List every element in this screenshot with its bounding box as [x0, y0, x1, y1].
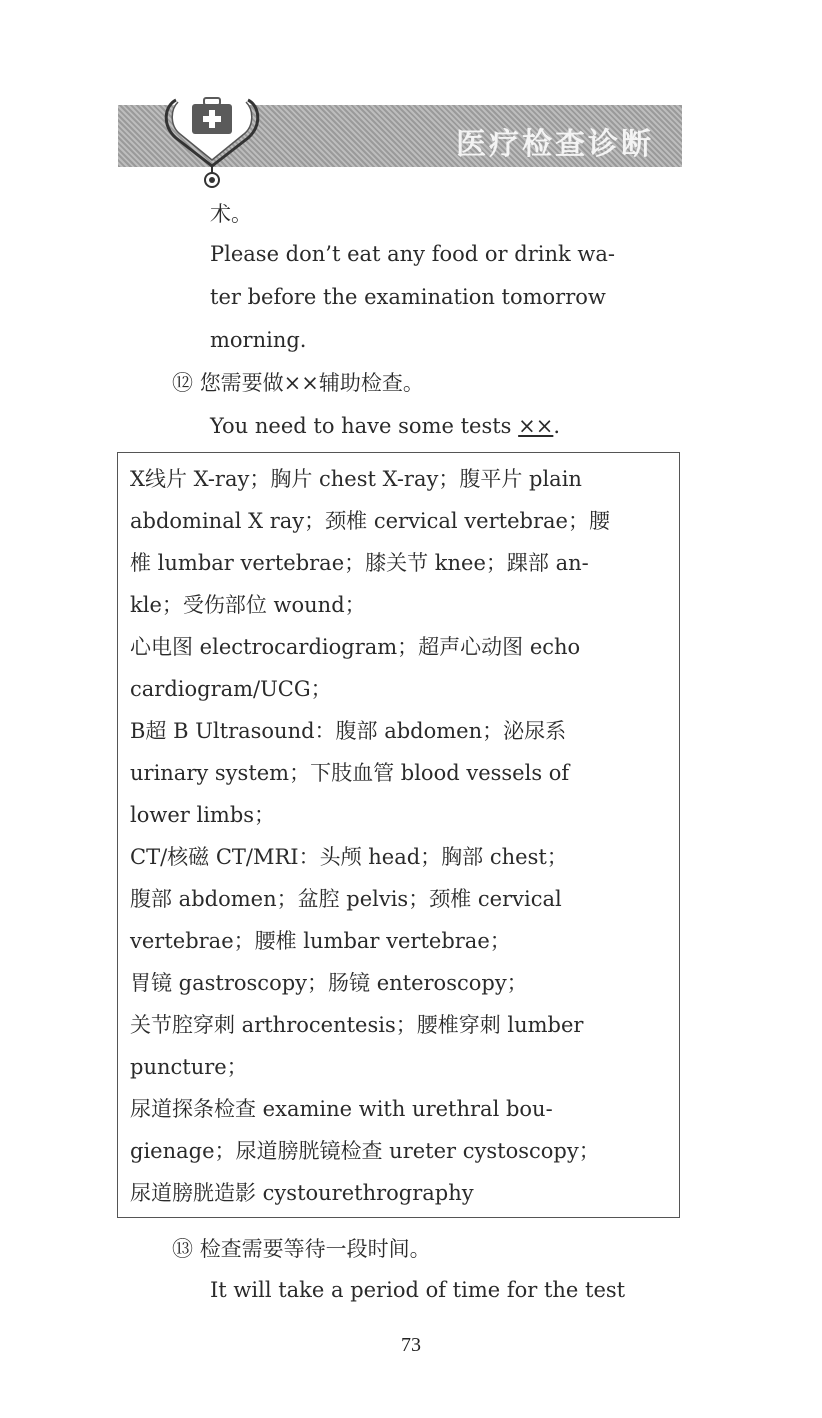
period: . — [553, 414, 561, 438]
sentence-12-english — [210, 412, 560, 440]
box-line: B超 B Ultrasound：腹部 abdomen；泌尿系 — [130, 719, 567, 743]
box-line: 椎 lumbar vertebrae；膝关节 knee；踝部 an- — [130, 551, 589, 575]
box-line: 胃镜 gastroscopy；肠镜 enteroscopy； — [130, 971, 528, 995]
box-line: CT/核磁 CT/MRI：头颅 head；胸部 chest； — [130, 845, 568, 869]
page-number: 73 — [401, 1334, 421, 1356]
box-line: abdominal X ray；颈椎 cervical vertebrae；腰 — [130, 509, 610, 533]
sentence-13-english: It will take a period of time for the test — [210, 1278, 626, 1302]
box-line: kle；受伤部位 wound； — [130, 593, 366, 617]
sentence-chinese: 检查需要等待一段时间。 — [199, 1237, 431, 1261]
box-line: 尿道膀胱造影 cystourethrography — [130, 1181, 474, 1205]
sentence-english: You need to have some tests — [210, 414, 512, 438]
placeholder-xx: ×× — [518, 414, 554, 438]
box-line: vertebrae；腰椎 lumbar vertebrae； — [130, 929, 511, 953]
text-line: 术。 — [210, 202, 252, 226]
sentence-chinese: 您需要做××辅助检查。 — [199, 371, 424, 395]
text-line: Please don’t eat any food or drink wa- — [210, 242, 615, 266]
sentence-12 — [172, 369, 424, 397]
box-line: lower limbs； — [130, 803, 276, 827]
box-line: 尿道探条检查 examine with urethral bou- — [130, 1097, 553, 1121]
box-line: 关节腔穿刺 arthrocentesis；腰椎穿刺 lumber — [130, 1013, 584, 1037]
box-line: puncture； — [130, 1055, 248, 1079]
box-line: 腹部 abdomen；盆腔 pelvis；颈椎 cervical — [130, 887, 562, 911]
tests-box — [117, 452, 680, 1218]
sentence-number: ⑫ — [172, 371, 193, 395]
sentence-number: ⑬ — [172, 1237, 193, 1261]
box-line: X线片 X-ray；胸片 chest X-ray；腹平片 plain — [130, 467, 582, 491]
box-line: urinary system；下肢血管 blood vessels of — [130, 761, 570, 785]
box-line: 心电图 electrocardiogram；超声心动图 echo — [130, 635, 581, 659]
sentence-13 — [172, 1235, 431, 1263]
text-line: morning. — [210, 328, 307, 352]
chapter-title: 医疗检查诊断 — [456, 127, 654, 162]
box-line: gienage；尿道膀胱镜检查 ureter cystoscopy； — [130, 1139, 600, 1163]
text-line: ter before the examination tomorrow — [210, 285, 606, 309]
box-line: cardiogram/UCG； — [130, 677, 332, 701]
stethoscope-medical-kit-icon — [162, 86, 264, 190]
